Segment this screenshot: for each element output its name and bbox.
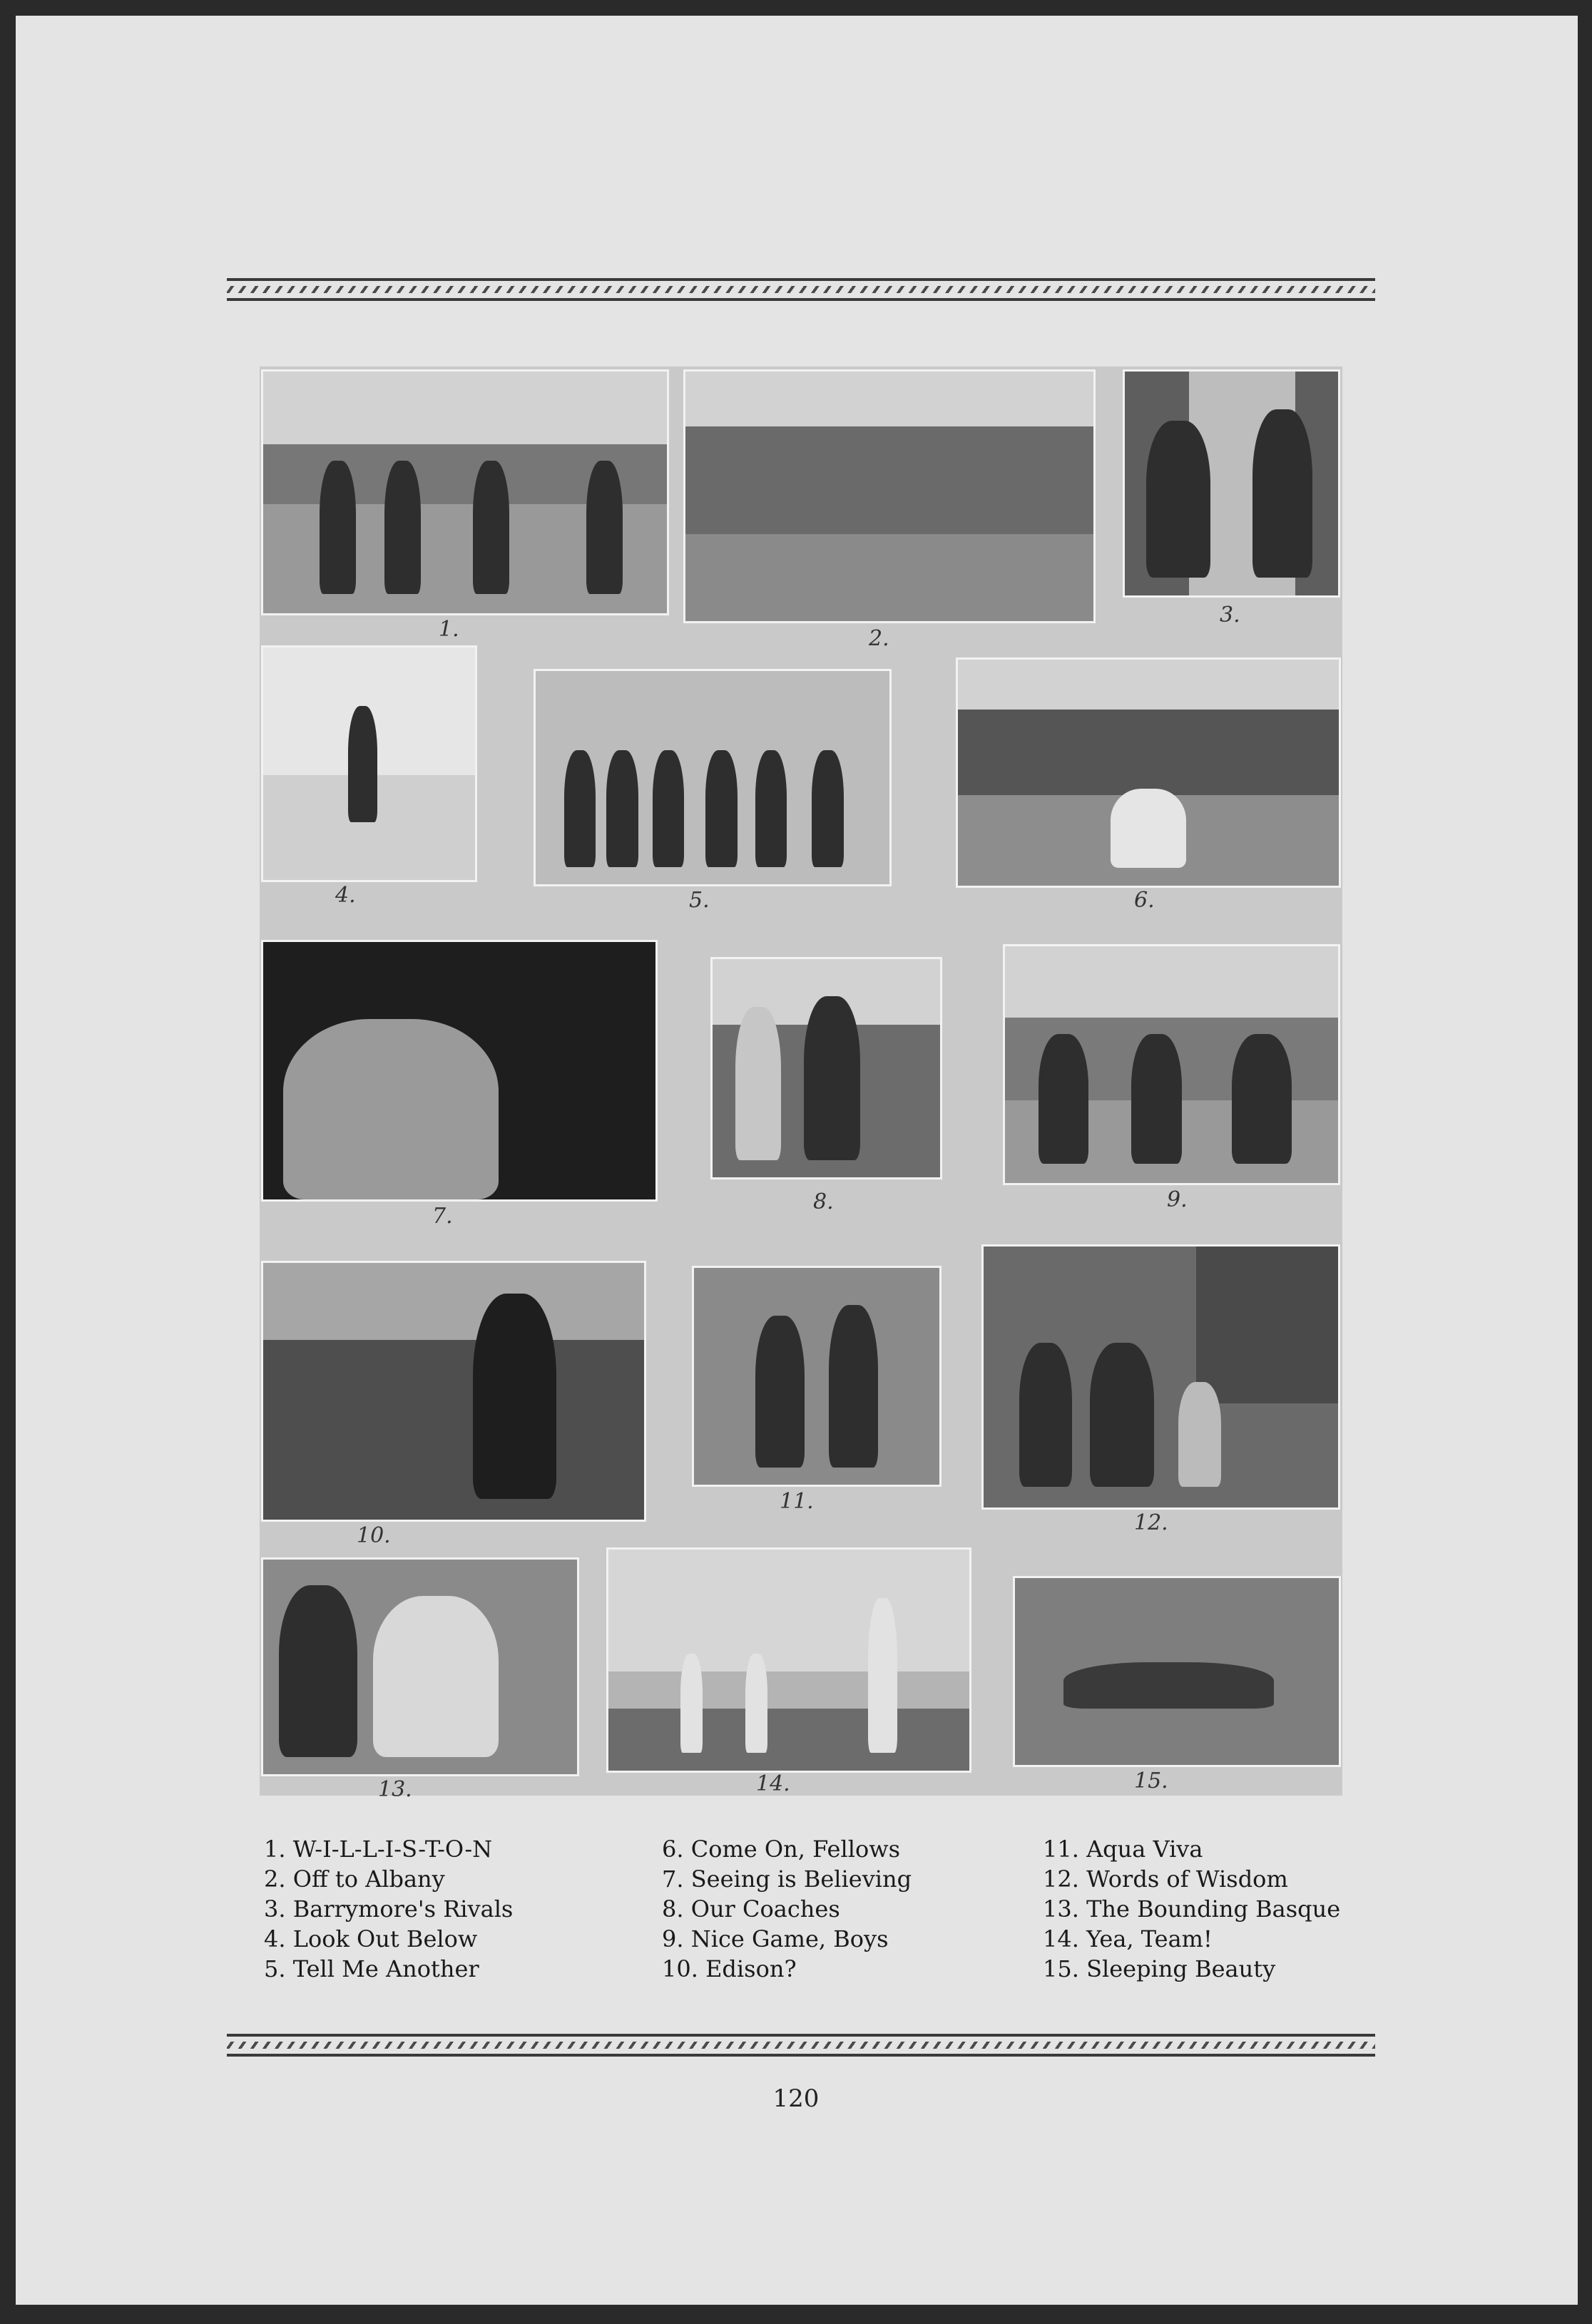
- photo-number: 3.: [1220, 603, 1240, 628]
- photo-number: 5.: [689, 888, 710, 913]
- caption-item: 8. Our Coaches: [662, 1895, 840, 1923]
- photo-3: [1123, 369, 1340, 598]
- photo-number: 14.: [756, 1771, 790, 1796]
- photo-11: [692, 1266, 942, 1487]
- caption-item: 11. Aqua Viva: [1043, 1836, 1203, 1863]
- photo-9: [1003, 944, 1340, 1185]
- caption-item: 12. Words of Wisdom: [1043, 1865, 1288, 1893]
- caption-item: 6. Come On, Fellows: [662, 1836, 901, 1863]
- caption-item: 7. Seeing is Believing: [662, 1865, 912, 1893]
- photo-number: 1.: [439, 617, 459, 642]
- top-decorative-rule: [227, 278, 1375, 302]
- caption-item: 1. W-I-L-L-I-S-T-O-N: [264, 1836, 493, 1863]
- photo-8: [710, 957, 942, 1179]
- photo-number: 8.: [813, 1189, 834, 1214]
- photo-5: [534, 669, 892, 886]
- caption-item: 9. Nice Game, Boys: [662, 1925, 889, 1952]
- caption-item: 5. Tell Me Another: [264, 1955, 479, 1982]
- photo-14: [606, 1547, 971, 1773]
- caption-column-3: [1043, 1834, 1340, 1984]
- photo-2: [683, 369, 1096, 623]
- caption-item: 13. The Bounding Basque: [1043, 1895, 1341, 1923]
- photo-number: 15.: [1134, 1768, 1168, 1793]
- photo-number: 12.: [1134, 1510, 1168, 1535]
- caption-column-2: [662, 1834, 912, 1984]
- photo-4: [261, 645, 477, 882]
- photo-number: 2.: [869, 626, 889, 651]
- photo-6: [956, 657, 1341, 888]
- photo-number: 7.: [432, 1204, 453, 1229]
- caption-item: 2. Off to Albany: [264, 1865, 445, 1893]
- photo-number: 13.: [378, 1777, 412, 1802]
- caption-item: 3. Barrymore's Rivals: [264, 1895, 514, 1923]
- caption-item: 15. Sleeping Beauty: [1043, 1955, 1276, 1982]
- page-number: 120: [772, 2084, 820, 2113]
- caption-column-1: [264, 1834, 513, 1984]
- photo-number: 6.: [1134, 888, 1155, 913]
- photo-number: 10.: [357, 1523, 391, 1548]
- caption-item: 14. Yea, Team!: [1043, 1925, 1213, 1952]
- photo-15: [1013, 1576, 1341, 1767]
- photo-7: [261, 940, 658, 1202]
- photo-number: 11.: [780, 1489, 814, 1514]
- photo-number: 9.: [1167, 1187, 1188, 1212]
- photo-number: 4.: [335, 883, 356, 908]
- bottom-decorative-rule: [227, 2034, 1375, 2058]
- caption-item: 4. Look Out Below: [264, 1925, 478, 1952]
- photo-13: [261, 1557, 579, 1776]
- photo-12: [981, 1244, 1340, 1510]
- photo-1: [261, 369, 669, 615]
- caption-item: 10. Edison?: [662, 1955, 797, 1982]
- photo-10: [261, 1261, 646, 1522]
